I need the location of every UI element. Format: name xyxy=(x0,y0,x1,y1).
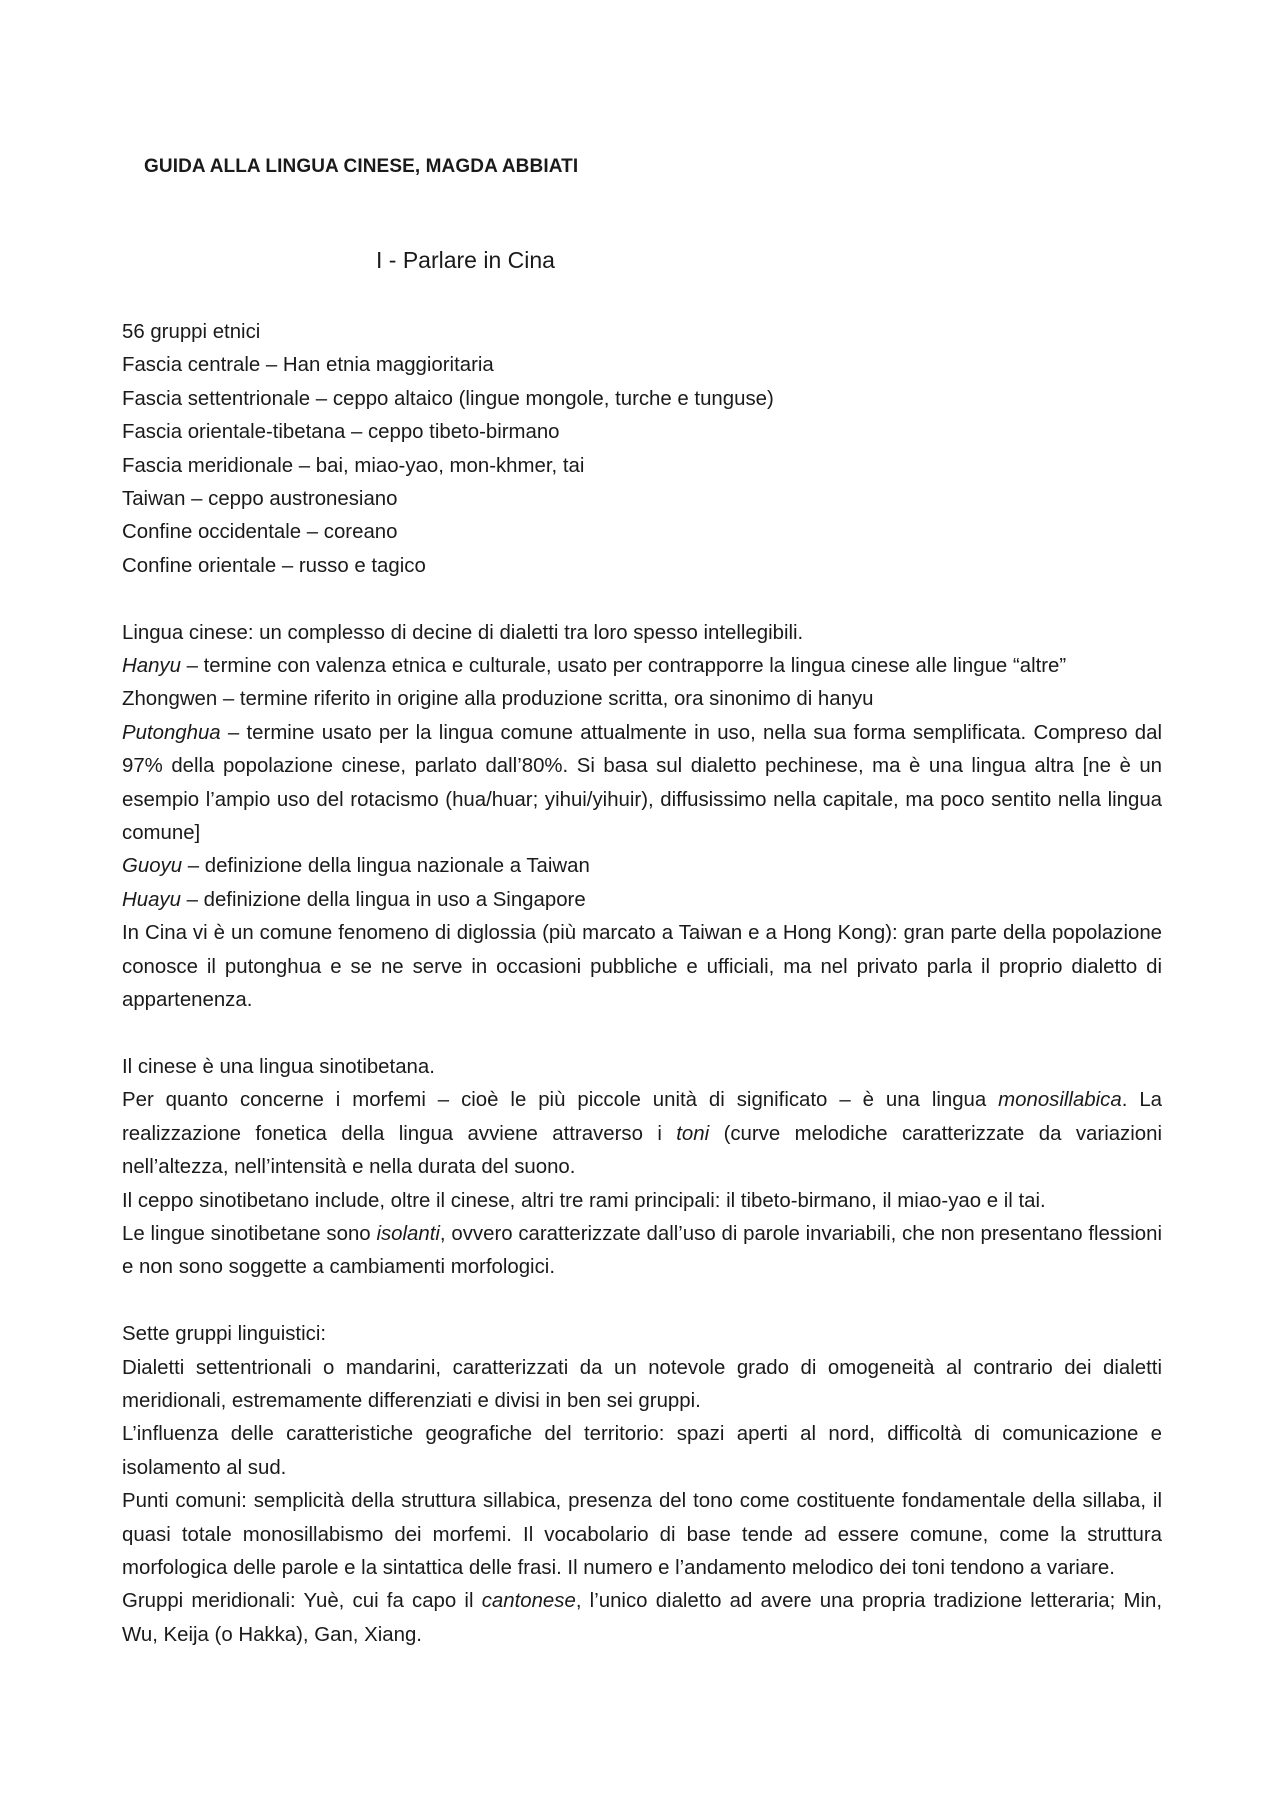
ethnic-group-line: Fascia orientale-tibetana – ceppo tibeto-birmano xyxy=(122,421,560,444)
text-fragment: (curve melodiche caratterizzate da variazioni nell’altezza, nell’intensità e nella durata del suono. xyxy=(122,1122,1162,1179)
sinotibetan-branches: Il ceppo sinotibetano include, oltre il cinese, altri tre rami principali: il tibeto-birmano, il miao-yao e il tai. xyxy=(122,1189,1046,1212)
term-label: Guoyu xyxy=(122,855,183,878)
emphasis: toni xyxy=(676,1122,710,1145)
text-fragment: Le lingue sinotibetane sono xyxy=(122,1222,377,1245)
ethnic-group-line: Confine orientale – russo e tagico xyxy=(122,554,426,577)
text-fragment: , ovvero caratterizzate dall’uso di parole invariabili, che non presentano flessioni e non sono soggette a cambiamenti morfologici. xyxy=(122,1222,1162,1279)
paragraph-gap xyxy=(122,1285,1162,1318)
diglossia-paragraph: In Cina vi è un comune fenomeno di diglossia (più marcato a Taiwan e a Hong Kong): gran parte della popolazione conosce il putonghua e se ne serve in occasioni pubbliche e ufficiali, ma nel privato parla il proprio dialetto di appartenenza. xyxy=(122,922,1162,1012)
term-guoyu xyxy=(122,850,1162,883)
term-zhongwen: Zhongwen – termine riferito in origine alla produzione scritta, ora sinonimo di hanyu xyxy=(122,688,874,711)
ethnic-group-line: Fascia settentrionale – ceppo altaico (lingue mongole, turche e tunguse) xyxy=(122,387,774,410)
emphasis: isolanti xyxy=(376,1222,440,1245)
body-text xyxy=(122,316,1162,1652)
text-fragment: Gruppi meridionali: Yuè, cui fa capo il xyxy=(122,1590,482,1613)
sinotibetan-intro: Il cinese è una lingua sinotibetana. xyxy=(122,1055,435,1078)
term-text: – termine usato per la lingua comune attualmente in uso, nella sua forma semplificata. Compreso dal 97% della popolazione cinese, parlato dall’80%. Si basa sul dialetto pechinese, ma è una lingua altra [ne è un esempio l’ampio uso del rotacismo (hua/huar; yihui/yihuir), diffusissimo nella capitale, ma poco sentito nella lingua comune] xyxy=(122,721,1162,845)
ethnic-group-line: Fascia centrale – Han etnia maggioritaria xyxy=(122,354,494,377)
paragraph-gap xyxy=(122,583,1162,616)
term-text: – termine con valenza etnica e culturale, usato per contrapporre la lingua cinese alle lingue “altre” xyxy=(180,655,1067,678)
linguistic-groups-heading: Sette gruppi linguistici: xyxy=(122,1323,327,1346)
isolating-languages-paragraph xyxy=(122,1218,1162,1285)
term-hanyu xyxy=(122,650,1162,683)
term-putonghua xyxy=(122,717,1162,851)
common-features-paragraph: Punti comuni: semplicità della struttura sillabica, presenza del tono come costituente fondamentale della sillaba, il quasi totale monosillabismo dei morfemi. Il vocabolario di base tende ad essere comune, come la struttura morfologica delle parole e la sintattica delle frasi. Il numero e l’andamento melodico dei toni tendono a variare. xyxy=(122,1490,1162,1579)
chinese-language-definition: Lingua cinese: un complesso di decine di dialetti tra loro spesso intellegibili. xyxy=(122,621,804,644)
term-text: – definizione della lingua nazionale a Taiwan xyxy=(182,855,590,878)
emphasis: cantonese xyxy=(481,1590,576,1613)
ethnic-group-line: Fascia meridionale – bai, miao-yao, mon-khmer, tai xyxy=(122,454,585,477)
emphasis: monosillabica xyxy=(998,1089,1122,1112)
term-huayu xyxy=(122,884,1162,917)
ethnic-group-line: Taiwan – ceppo austronesiano xyxy=(122,488,398,511)
term-label: Putonghua xyxy=(122,721,221,744)
text-fragment: , l’unico dialetto ad avere una propria tradizione letteraria; Min, Wu, Keija (o Hakka), Gan, Xiang. xyxy=(122,1590,1162,1646)
chapter-title: I - Parlare in Cina xyxy=(376,247,555,273)
northern-dialects-paragraph: Dialetti settentrionali o mandarini, caratterizzati da un notevole grado di omogeneità al contrario dei dialetti meridionali, estremamente differenziati e divisi in ben sei gruppi. xyxy=(122,1356,1162,1412)
term-label: Hanyu xyxy=(122,655,181,678)
text-fragment: . La realizzazione fonetica della lingua avviene attraverso i xyxy=(122,1089,1162,1145)
morphemes-paragraph xyxy=(122,1084,1162,1184)
term-label: Huayu xyxy=(122,888,181,911)
southern-groups-paragraph xyxy=(122,1585,1162,1652)
ethnic-groups-intro: 56 gruppi etnici xyxy=(122,321,261,343)
document-header: GUIDA ALLA LINGUA CINESE, MAGDA ABBIATI xyxy=(144,156,579,177)
term-text: – definizione della lingua in uso a Singapore xyxy=(180,888,586,911)
geography-paragraph: L’influenza delle caratteristiche geografiche del territorio: spazi aperti al nord, difficoltà di comunicazione e isolamento al sud. xyxy=(122,1423,1162,1479)
text-fragment: Per quanto concerne i morfemi – cioè le più piccole unità di significato – è una lingua xyxy=(122,1089,999,1112)
ethnic-group-line: Confine occidentale – coreano xyxy=(122,521,398,544)
paragraph-gap xyxy=(122,1018,1162,1051)
